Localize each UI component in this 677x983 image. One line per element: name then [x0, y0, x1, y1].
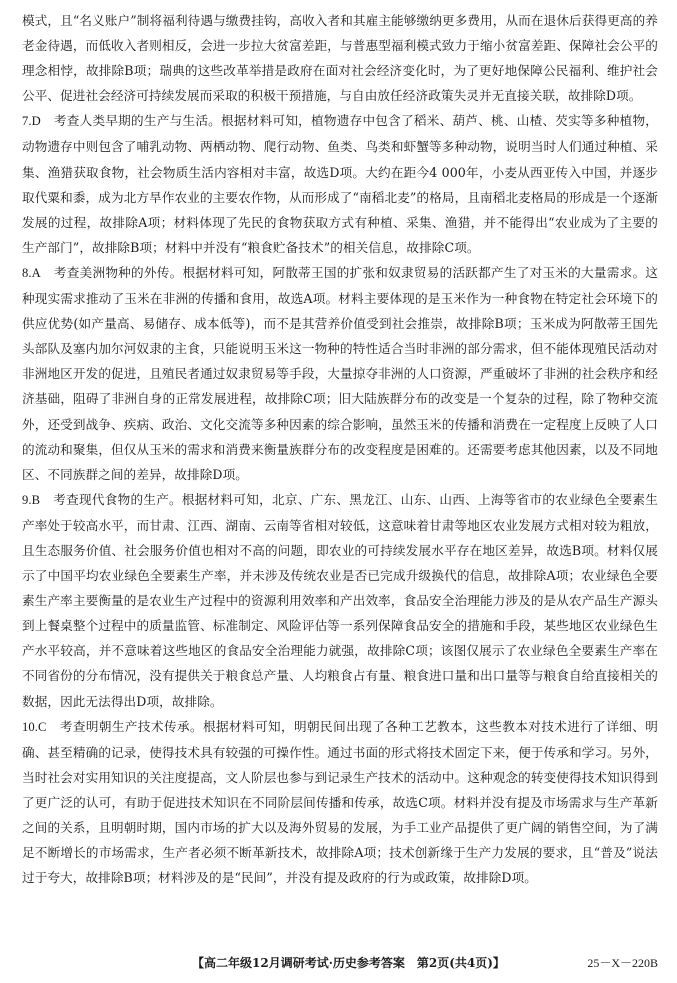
answer-item-8 [22, 260, 658, 487]
item-explanation: 考查现代食物的生产。根据材料可知，北京、广东、黑龙江、山东、山西、上海等省市的农业绿色全要素生产率处于较高水平，而甘肃、江西、湖南、云南等省相对较低，这意味着甘肃等地区农业发展方式相对较为粗放，且生态服务价值、社会服务价值也相对不高的问题，即农业的可持续发展水平存在地区差异，故选B项。材料仅展示了中国平均农业绿色全要素生产率，并未涉及传统农业是否已完成升级换代的信息，故排除A项；农业绿色全要素生产率主要衡量的是农业生产过程中的资源利用效率和产出效率，食品安全治理能力涉及的是从农产品生产源头到上餐桌整个过程中的质量监管、标准制定、风险评估等一系列保障食品安全的措施和手段，某些地区农业绿色生产水平较高，并不意味着这些地区的食品安全治理能力就强，故排除C项；该图仅展示了农业绿色全要素生产率在不同省份的分布情况，没有提供关于粮食总产量、人均粮食占有量、粮食进口量和出口量等与粮食自给直接相关的数据，因此无法得出D项，故排除。 [22, 491, 659, 709]
item-answer: C [38, 719, 47, 734]
answer-item-7 [22, 108, 658, 260]
intro-paragraph: 模式，且“名义账户”制将福利待遇与缴费挂钩，高收入者和其雇主能够缴纳更多费用，从而在退休后获得更高的养老金待遇，而低收入者则相反，会进一步拉大贫富差距，与普惠型福利模式致力于缩小贫富差距、保障社会公平的理念相悖，故排除B项；瑞典的这些改革举措是政府在面对社会经济变化时，为了更好地保障公民福利、维护社会公平、促进社会经济可持续发展而采取的积极干预措施，与自由放任经济政策失灵并无直接关联，故排除D项。 [22, 13, 658, 104]
item-answer: B [31, 492, 41, 507]
item-number: 8. [22, 265, 32, 280]
item-explanation: 考查人类早期的生产与生活。根据材料可知，植物遗存中包含了稻米、葫芦、桃、山楂、芡实等多种植物，动物遗存中则包含了哺乳动物、两栖动物、爬行动物、鱼类、鸟类和虾蟹等多种动物，说明当时人们通过种植、采集、渔猎获取食物，社会物质生活内容相对丰富，故选D项。大约在距今4 000年，小麦从西亚传入中国，并逐步取代粟和黍，成为北方旱作农业的主要农作物，从而形成了“南稻北麦”的格局，且南稻北麦格局的形成是一个逐渐发展的过程，故排除A项；材料体现了先民的食物获取方式有种植、采集、渔猎，并不能得出“农业成为了主要的生产部门”，故排除B项；材料中并没有“粮食贮备技术”的相关信息，故排除C项。 [22, 113, 658, 255]
footer-code: 25－X－220B [587, 956, 658, 970]
item-answer: A [31, 265, 41, 280]
item-number: 7. [22, 114, 32, 129]
item-number: 9. [22, 492, 32, 507]
page-footer [22, 953, 658, 973]
item-number: 10. [22, 719, 39, 734]
item-explanation: 考查明朝生产技术传承。根据材料可知，明朝民间出现了各种工艺教本，这些教本对技术进行了详细、明确、甚至精确的记录，使得技术具有较强的可操作性。通过书面的形式将技术固定下来，便于传承和学习。另外，当时社会对实用知识的关注度提高，文人阶层也参与到记录生产技术的活动中。这种观念的转变使得技术知识得到了更广泛的认可，有助于促进技术知识在不同阶层间传播和传承，故选C项。材料并没有提及市场需求与生产革新之间的关系，且明朝时期，国内市场的扩大以及海外贸易的发展，为手工业产品提供了更广阔的销售空间，为了满足不断增长的市场需求，生产者必须不断革新技术，故排除A项；技术创新缘于生产力发展的要求，且“普及”说法过于夸大，故排除B项；材料涉及的是“民间”，并没有提及政府的行为或政策，故排除D项。 [22, 718, 658, 886]
item-answer: D [31, 114, 41, 129]
item-explanation: 考查美洲物种的外传。根据材料可知，阿散蒂王国的扩张和奴隶贸易的活跃都产生了对玉米的大量需求。这种现实需求推动了玉米在非洲的传播和食用，故选A项。材料主要体现的是玉米作为一种食物在特定社会环境下的供应优势(如产量高、易储存、成本低等)，而不是其营养价值受到社会推崇，故排除B项；玉米成为阿散蒂王国先头部队及塞内加尔河奴隶的主食，只能说明玉米这一物种的特性适合当时非洲的部分需求，但不能体现殖民活动对非洲地区开发的促进，且殖民者通过奴隶贸易等手段，大量掠夺非洲的人口资源，严重破坏了非洲的社会秩序和经济基础，阻碍了非洲自身的正常发展进程，故排除C项；旧大陆族群分布的改变是一个复杂的过程，除了物种交流外，还受到战争、疾病、政治、文化交流等多种因素的综合影响，虽然玉米的传播和消费在一定程度上反映了人口的流动和聚集，但仅从玉米的需求和消费来衡量族群分布的改变程度是困难的。还需要考虑其他因素，以及不同地区、不同族群之间的差异，故排除D项。 [22, 264, 658, 482]
answer-content [22, 8, 658, 890]
answer-item-10 [22, 714, 658, 891]
answer-item-9 [22, 487, 658, 714]
footer-title: 【高二年级12月调研考试·历史参考答案 第2页(共4页)】 [192, 956, 505, 970]
